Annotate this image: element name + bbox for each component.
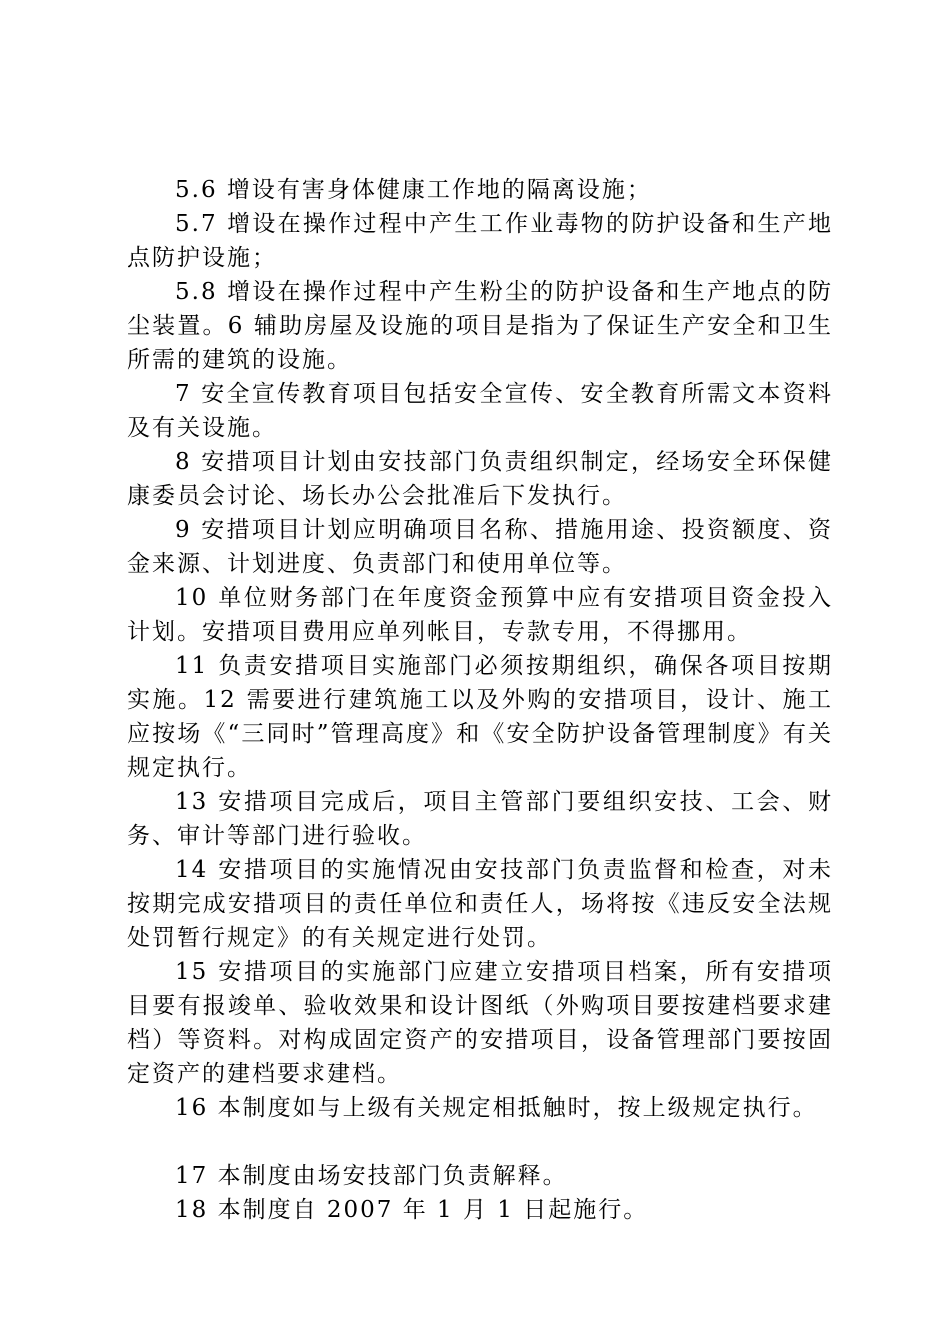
paragraph-15: 15 安措项目的实施部门应建立安措项目档案，所有安措项目要有报竣单、验收效果和设计图纸（外购项目要按建档要求建档）等资料。对构成固定资产的安措项目，设备管理部门要按固定资产的建档要求建档。 [127,959,833,1087]
paragraph-10: 10 单位财务部门在年度资金预算中应有安措项目资金投入计划。安措项目费用应单列帐目，专款专用，不得挪用。 [127,585,833,645]
paragraph-18: 18 本制度自 2007 年 1 月 1 日起施行。 [175,1197,649,1223]
document-body [127,173,833,1227]
paragraph-9: 9 安措项目计划应明确项目名称、措施用途、投资额度、资金来源、计划进度、负责部门和使用单位等。 [127,517,833,577]
paragraph-5-6: 5.6 增设有害身体健康工作地的隔离设施； [175,177,652,203]
paragraph-7: 7 安全宣传教育项目包括安全宣传、安全教育所需文本资料及有关设施。 [127,381,833,441]
paragraph-11: 11 负责安措项目实施部门必须按期组织，确保各项目按期实施。12 需要进行建筑施工以及外购的安措项目，设计、施工应按场《“三同时”管理高度》和《安全防护设备管理制度》有关规定执行。 [127,653,833,781]
paragraph-13: 13 安措项目完成后，项目主管部门要组织安技、工会、财务、审计等部门进行验收。 [127,789,833,849]
paragraph-14: 14 安措项目的实施情况由安技部门负责监督和检查，对未按期完成安措项目的责任单位和责任人，场将按《违反安全法规处罚暂行规定》的有关规定进行处罚。 [127,857,833,951]
paragraph-8: 8 安措项目计划由安技部门负责组织制定，经场安全环保健康委员会讨论、场长办公会批准后下发执行。 [127,449,833,509]
paragraph-16: 16 本制度如与上级有关规定相抵触时，按上级规定执行。 [175,1095,818,1121]
paragraph-5-7: 5.7 增设在操作过程中产生工作业毒物的防护设备和生产地点防护设施； [127,211,833,271]
paragraph-5-8: 5.8 增设在操作过程中产生粉尘的防护设备和生产地点的防尘装置。6 辅助房屋及设施的项目是指为了保证生产安全和卫生所需的建筑的设施。 [127,279,833,373]
paragraph-17: 17 本制度由场安技部门负责解释。 [175,1163,568,1189]
